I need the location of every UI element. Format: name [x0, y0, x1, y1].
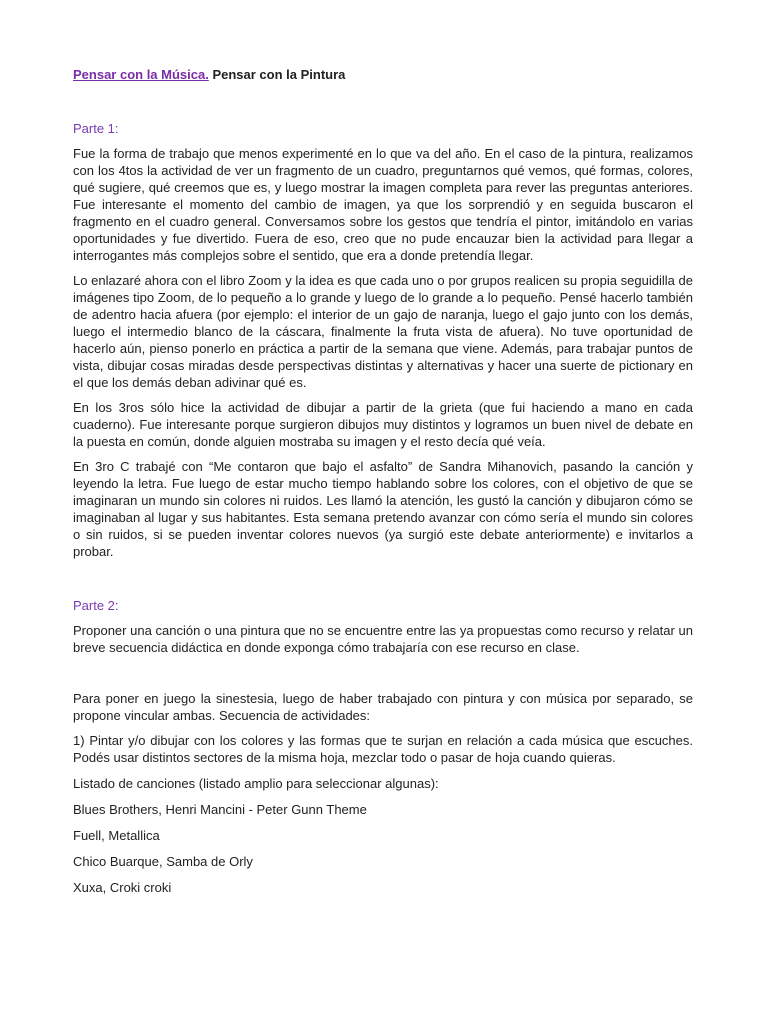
part2-intro: Para poner en juego la sinestesia, luego de haber trabajado con pintura y con música por separado, se propone vincular ambas. Secuencia de actividades:	[73, 691, 693, 723]
song-item: Chico Buarque, Samba de Orly	[73, 854, 253, 869]
document-page	[73, 62, 693, 896]
part2-step-1: 1) Pintar y/o dibujar con los colores y las formas que te surjan en relación a cada música que escuches. Podés usar distintos sectores de la misma hoja, mezclar todo o pasar de hoja cuando quieras.	[73, 733, 693, 765]
part2-prompt: Proponer una canción o una pintura que no se encuentre entre las ya propuestas como recurso y relatar un breve secuencia didáctica en donde exponga cómo trabajaría con ese recurso en clase.	[73, 623, 693, 655]
title-link[interactable]: Pensar con la Música.	[73, 67, 209, 82]
document-title	[73, 62, 693, 88]
part1-heading: Parte 1:	[73, 121, 119, 136]
part1-paragraph-2: Lo enlazaré ahora con el libro Zoom y la idea es que cada uno o por grupos realicen su propia seguidilla de imágenes tipo Zoom, de lo pequeño a lo grande y luego de lo grande a lo pequeño. Pensé hacerlo también de adentro hacia afuera (por ejemplo: el interior de un gajo de naranja, luego el gajo junto con los demás, luego el intermedio blanco de la cáscara, finalmente la fruta vista de afuera). No tuve oportunidad de hacerlo aún, pienso ponerlo en práctica a partir de la semana que viene. Además, para trabajar puntos de vista, dibujar cosas miradas desde perspectivas distintas y alternativas y hacer una suerte de pictionary en el que los demás deban adivinar qué es.	[73, 273, 693, 390]
song-item: Xuxa, Croki croki	[73, 880, 172, 895]
song-item: Blues Brothers, Henri Mancini - Peter Gunn Theme	[73, 802, 367, 817]
part1-paragraph-4: En 3ro C trabajé con “Me contaron que bajo el asfalto” de Sandra Mihanovich, pasando la canción y leyendo la letra. Fue luego de estar mucho tiempo hablando sobre los colores, con el objetivo de que se imaginaran un mundo sin colores ni ruidos. Les llamó la atención, les gustó la canción y dibujaron cómo se imaginaban al lugar y sus habitantes. Esta semana pretendo avanzar con cómo sería el mundo sin colores o sin ruidos, si se pueden inventar colores nuevos (ya surgió este debate anteriormente) e invitarlos a probar.	[73, 459, 693, 559]
song-list-heading: Listado de canciones (listado amplio para seleccionar algunas):	[73, 776, 439, 791]
title-rest: Pensar con la Pintura	[208, 67, 346, 82]
part1-paragraph-1: Fue la forma de trabajo que menos experimenté en lo que va del año. En el caso de la pintura, realizamos con los 4tos la actividad de ver un fragmento de un cuadro, preguntarnos qué vemos, qué formas, colores, qué sugiere, qué creemos que es, y luego mostrar la imagen completa para rever las preguntas anteriores. Fue interesante el momento del cambio de imagen, ya que los sorprendió y en seguida buscaron el fragmento en el cuadro general. Conversamos sobre los gestos que tendría el pintor, imitándolo en varias oportunidades y fue divertido. Fuera de eso, creo que no pude encauzar bien la actividad para llegar a interrogantes más complejos sobre el sentido, que era a donde pretendía llegar.	[73, 146, 693, 263]
part1-paragraph-3: En los 3ros sólo hice la actividad de dibujar a partir de la grieta (que fui haciendo a mano en cada cuaderno). Fue interesante porque surgieron dibujos muy distintos y logramos un buen nivel de debate en la puesta en común, donde alguien mostraba su imagen y el resto decía qué veía.	[73, 400, 693, 449]
part2-heading: Parte 2:	[73, 598, 119, 613]
song-item: Fuell, Metallica	[73, 828, 160, 843]
